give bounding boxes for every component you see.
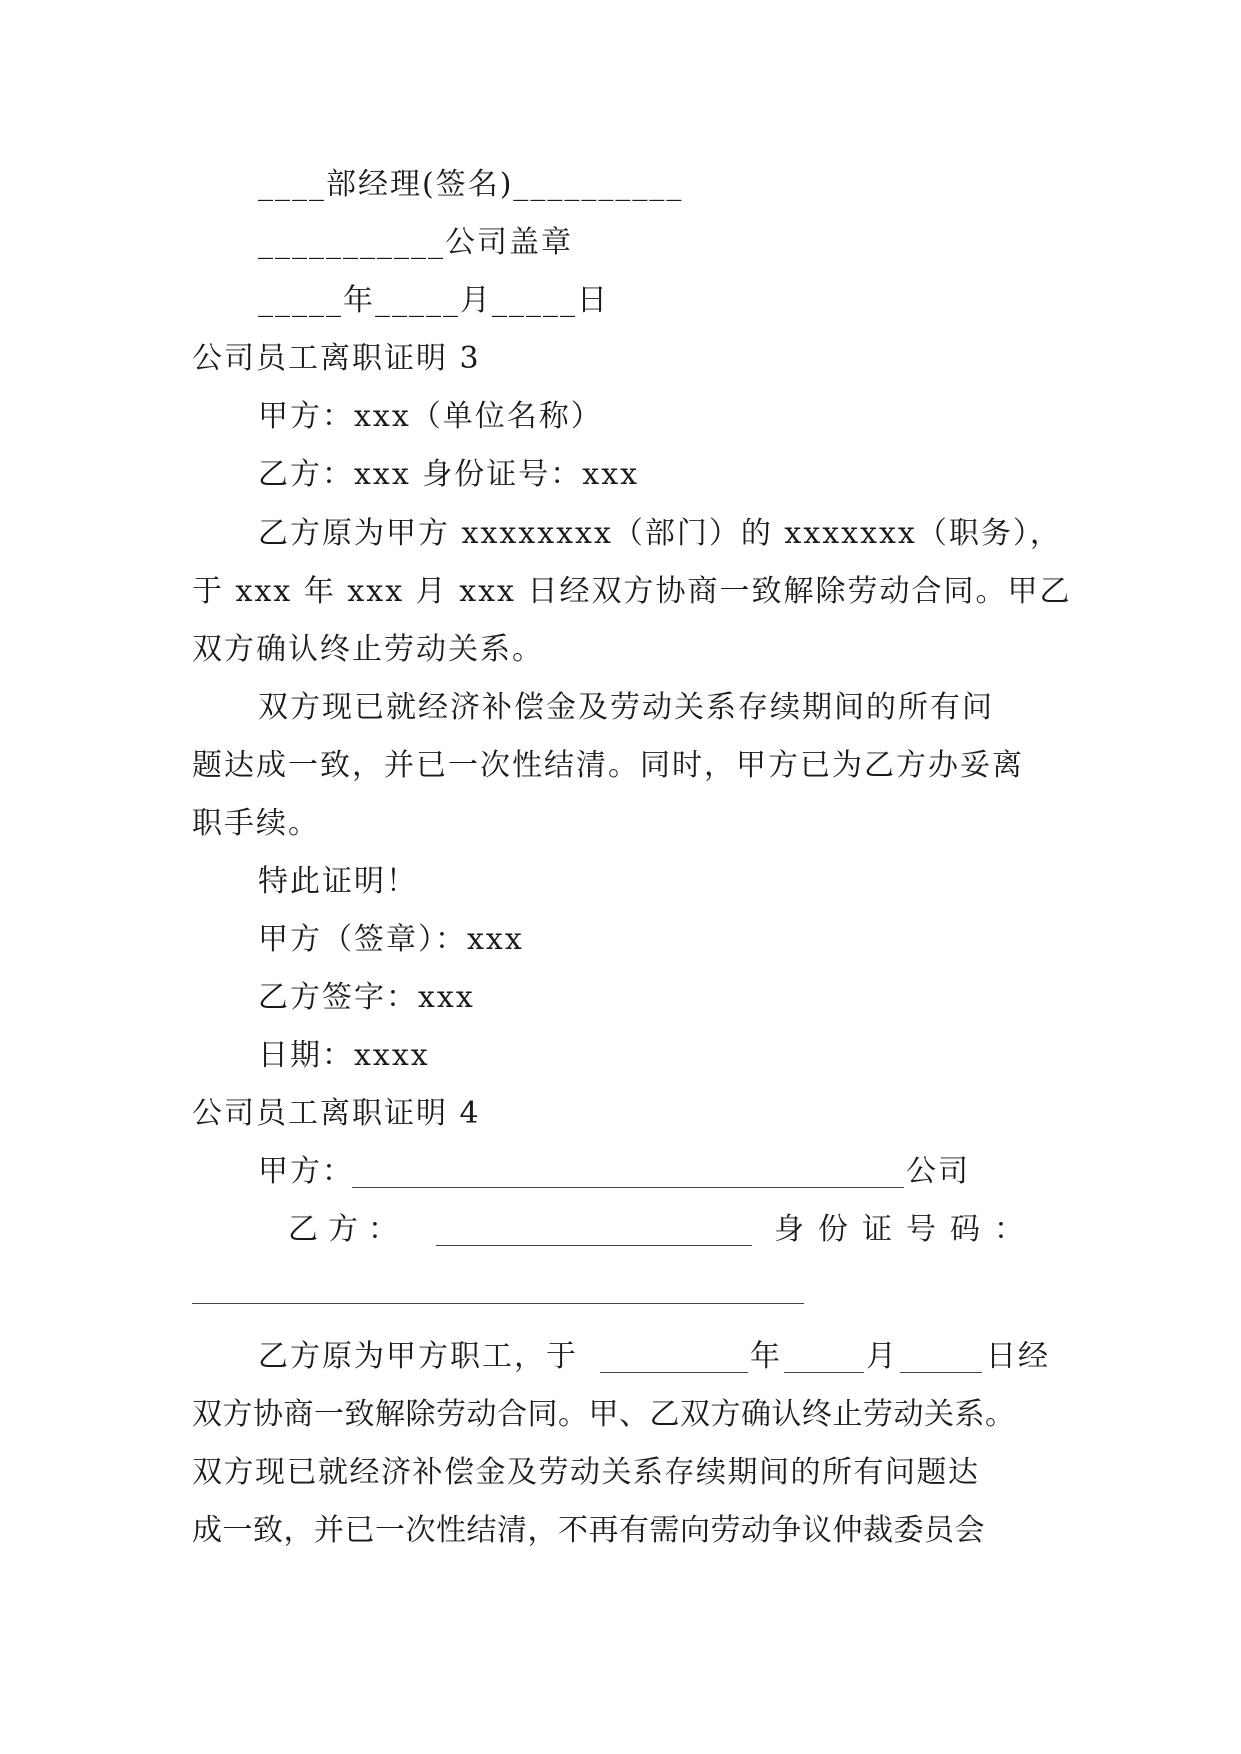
- cert4-id-number-blank: [192, 1303, 804, 1304]
- cert3-special-note: 特此证明！: [258, 864, 418, 899]
- cert4-party-b-char: 乙: [288, 1212, 318, 1247]
- cert4-party-a-suffix: 公司: [906, 1154, 970, 1189]
- cert4-party-b-char: 方: [328, 1212, 358, 1247]
- cert4-id-char: 号: [906, 1212, 936, 1247]
- cert4-para1-line: 双方协商一致解除劳动合同。甲、乙双方确认终止劳动关系。: [192, 1397, 1016, 1432]
- cert4-para1-line: 成一致，并已一次性结清，不再有需向劳动争议仲裁委员会: [192, 1513, 985, 1548]
- cert4-month-label: 月: [866, 1339, 898, 1374]
- cert3-para2-line: 题达成一致，并已一次性结清。同时，甲方已为乙方办妥离: [192, 748, 1024, 783]
- cert4-month-blank: [784, 1372, 864, 1373]
- cert3-para2-line: 职手续。: [192, 806, 320, 841]
- cert4-id-char: 身: [774, 1212, 804, 1247]
- cert3-party-b-sign: 乙方签字：xxx: [258, 980, 475, 1015]
- cert3-party-a-seal: 甲方（签章）：xxx: [258, 922, 524, 957]
- manager-signature-line: ____部经理(签名)__________: [258, 167, 684, 202]
- cert4-party-b-id-label: [774, 1210, 1024, 1250]
- cert4-para1-prefix: 乙方原为甲方职工，于: [258, 1339, 578, 1374]
- cert4-id-char: 证: [862, 1212, 892, 1247]
- cert3-para1-line: 双方确认终止劳动关系。: [192, 632, 544, 667]
- cert4-id-char: ：: [994, 1212, 1024, 1247]
- cert4-day-blank: [900, 1372, 982, 1373]
- cert3-para1-line: 乙方原为甲方 xxxxxxxx（部门）的 xxxxxxx（职务），: [258, 516, 1062, 551]
- cert4-day-suffix: 日经: [986, 1339, 1050, 1374]
- cert3-para2-line: 双方现已就经济补偿金及劳动关系存续期间的所有问: [258, 690, 994, 725]
- signoff-date-line: _____年_____月_____日: [258, 283, 609, 318]
- cert4-year-label: 年: [750, 1339, 782, 1374]
- cert4-party-b-name-blank: [436, 1245, 752, 1246]
- cert3-party-a: 甲方：xxx（单位名称）: [258, 399, 603, 434]
- cert3-date: 日期：xxxx: [258, 1038, 430, 1073]
- company-seal-line: ___________公司盖章: [258, 225, 573, 260]
- cert4-party-b-label: [288, 1210, 398, 1250]
- cert3-title: 公司员工离职证明 3: [192, 341, 481, 376]
- cert4-title: 公司员工离职证明 4: [192, 1096, 481, 1131]
- cert4-year-blank: [600, 1372, 748, 1373]
- cert3-party-b: 乙方：xxx 身份证号：xxx: [258, 457, 640, 492]
- cert4-id-char: 码: [950, 1212, 980, 1247]
- cert4-party-b-char: ：: [368, 1212, 398, 1247]
- cert3-para1-line: 于 xxx 年 xxx 月 xxx 日经双方协商一致解除劳动合同。甲乙: [192, 574, 1072, 609]
- cert4-para1-line: 双方现已就经济补偿金及劳动关系存续期间的所有问题达: [192, 1455, 980, 1490]
- cert4-id-char: 份: [818, 1212, 848, 1247]
- cert4-party-a-blank: [352, 1187, 904, 1188]
- cert4-party-a-label: 甲方：: [258, 1154, 354, 1189]
